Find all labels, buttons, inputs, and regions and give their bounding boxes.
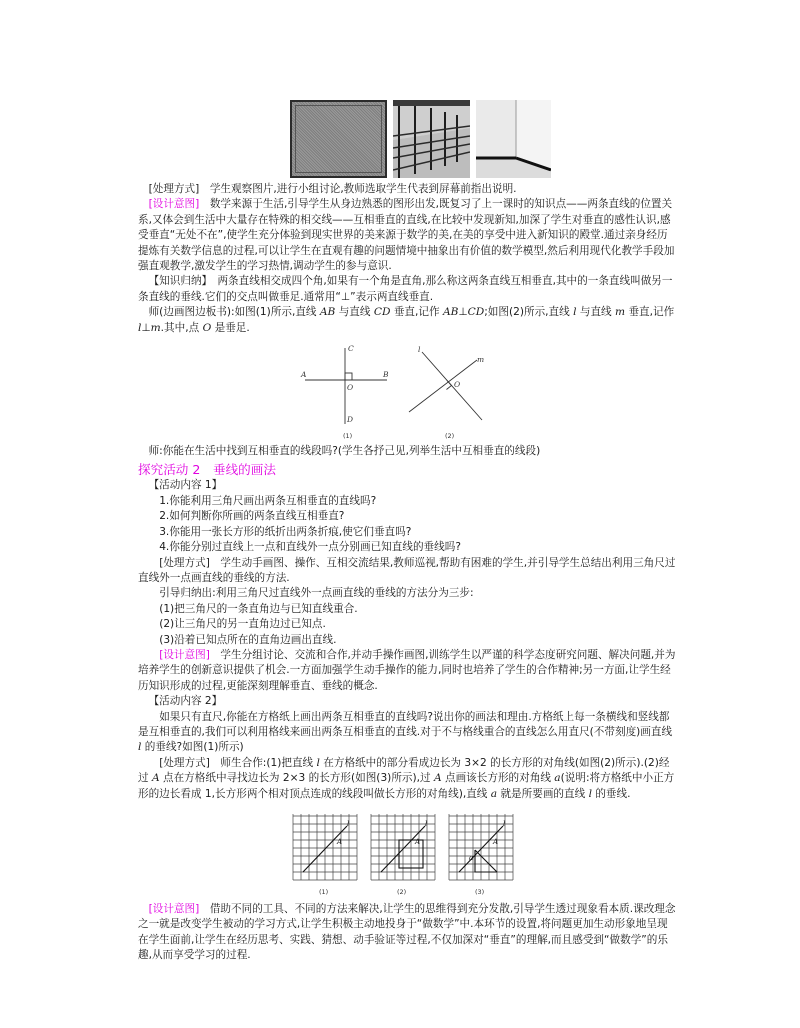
processing-method-3: [处理方式] 师生合作:(1)把直线 l 在方格纸中的部分看成边长为 3×2 的长方形的对角线(如图(2)所示).(2)经过 A 点在方格纸中寻找边长为 2×3 的长方形(如图(3)所示),过 A 点画该长方形的对角线 a(说明:将方格纸中小正方形的边长看成 1,长方形两个相对顶点连成的线段叫做长方形的对角线),直线 a 就是所要画的直线 l 的垂线. [138,756,675,800]
fig-label-a: A [301,370,307,380]
grid1-label-l: l [347,820,350,828]
fig-label-o2: O [454,380,461,390]
design-intent-1: [设计意图] 数学来源于生活,引导学生从身边熟悉的图形出发,既复习了上一课时的知识点——两条直线的位置关系,又体会到生活中大量存在特殊的相交线——互相垂直的直线,在比较中发现新知,加深了学生对垂直的感性认识,感受垂直“无处不在”,使学生充分体验到现实世界的美来源于数学的美,在美的享受中进入新知识的殿堂.通过亲身经历提炼有关数学信息的过程,可以让学生在直观有趣的问题情境中抽象出有价值的数学模型,然后利用现代化教学手段加强直观教学,激发学生的学习热情,调动学生的参与意识. [138,198,675,273]
design-intent-tag: [设计意图] [148,903,200,915]
grid3-label-a: A [493,838,499,846]
teacher-notation-paragraph: 师(边画图边板书):如图(1)所示,直线 AB 与直线 CD 垂直,记作 AB⊥CD;如图(2)所示,直线 l 与直线 m 垂直,记作 l⊥m.其中,点 O 是垂足. [138,306,675,334]
document-page [138,100,678,964]
teacher-question: 师:你能在生活中找到互相垂直的线段吗?(学生各抒己见,列举生活中互相垂直的线段) [148,445,541,458]
fig-caption-2: (2) [445,432,455,441]
fig-label-d: D [347,415,354,425]
grid1-label-a: A [337,838,343,846]
fig-caption-1: (1) [343,432,353,441]
fig-label-o: O [347,383,354,393]
design-intent-3: [设计意图] 借助不同的工具、不同的方法来解决,让学生的思维得到充分发散,引导学生透过现象看本质.课改理念之一就是改变学生被动的学习方式,让学生积极主动地投身于“做数学”中.本环节的设置,将问题更加生动形象地呈现在学生面前,让学生在经历思考、实践、猜想、动手验证等过程,不仅加深对“垂直”的理解,而且感受到“做数学”的乐趣,从而享受学习的过程. [138,903,676,962]
step-3: (3)沿着已知点所在的直角边画出直线. [159,633,337,646]
room-corner-photo [476,100,551,178]
grid-caption-1: (1) [319,888,329,896]
fig-label-b: B [383,370,389,380]
question-1: 1.你能利用三角尺画出两条互相垂直的直线吗? [159,494,377,507]
grid2-label-a: A [415,838,421,846]
grid3-label-l: l [503,820,506,828]
design-intent-tag: [设计意图] [159,648,210,661]
activity-2-question: 如果只有直尺,你能在方格纸上画出两条互相垂直的直线吗?说出你的画法和理由.方格纸上每一条横线和竖线都是互相垂直的,我们可以利用格线来画出两条互相垂直的直线.对于不与格线重合的直线怎么用直尺(不带刻度)画直线 l 的垂线?如图(1)所示) [138,710,673,754]
processing-method-2: [处理方式] 学生动手画图、操作、互相交流结果,教师巡视,帮助有困难的学生,并引导学生总结出利用三角尺过直线外一点画直线的垂线的方法. [138,556,676,584]
activity-content-2-heading: 【活动内容 2】 [148,695,223,708]
step-2: (2)让三角尺的另一直角边过已知点. [159,618,326,631]
window-railing-photo [393,100,470,178]
method-summary: 引导归纳出:利用三角尺过直线外一点画直线的垂线的方法分为三步: [159,587,474,600]
question-2: 2.如何判断你所画的两条直线互相垂直? [159,510,345,523]
processing-method-1: [处理方式] 学生观察图片,进行小组讨论,教师选取学生代表到屏幕前指出说明. [148,183,517,195]
grid-figures [138,810,678,896]
grid-caption-2: (2) [397,888,407,896]
screen-mesh-photo [290,100,387,178]
grid3-label-a-line: a [469,854,474,862]
design-intent-tag: [设计意图] [148,198,200,211]
question-3: 3.你能用一张长方形的纸折出两条折痕,使它们垂直吗? [159,525,412,538]
step-1: (1)把三角尺的一条直角边与已知直线重合. [159,602,358,615]
perpendicular-figures [138,342,678,440]
knowledge-summary: 【知识归纳】 两条直线相交成四个角,如果有一个角是直角,那么称这两条直线互相垂直,其中的一条直线叫做另一条直线的垂线.它们的交点叫做垂足.通常用“⊥”表示两直线垂直. [138,275,673,303]
fig-label-c: C [348,344,354,354]
fig-label-m: m [477,355,485,365]
activity-content-1-heading: 【活动内容 1】 [148,479,223,492]
question-4: 4.你能分别过直线上一点和直线外一点分别画已知直线的垂线吗? [159,541,461,554]
grid-caption-3: (3) [475,888,485,896]
photo-row [162,100,678,178]
design-intent-2: [设计意图] 学生分组讨论、交流和合作,并动手操作画图,训练学生以严谨的科学态度研究问题、解决问题,并为培养学生的创新意识提供了机会.一方面加强学生动手操作的能力,同时也培养了学生的合作精神;另一方面,让学生经历知识形成的过程,更能深刻理解垂直、垂线的概念. [138,648,676,692]
section-heading-activity-2: 探究活动 2 垂线的画法 [138,462,276,478]
grid2-label-l: l [425,820,428,828]
fig-label-l: l [418,345,421,355]
